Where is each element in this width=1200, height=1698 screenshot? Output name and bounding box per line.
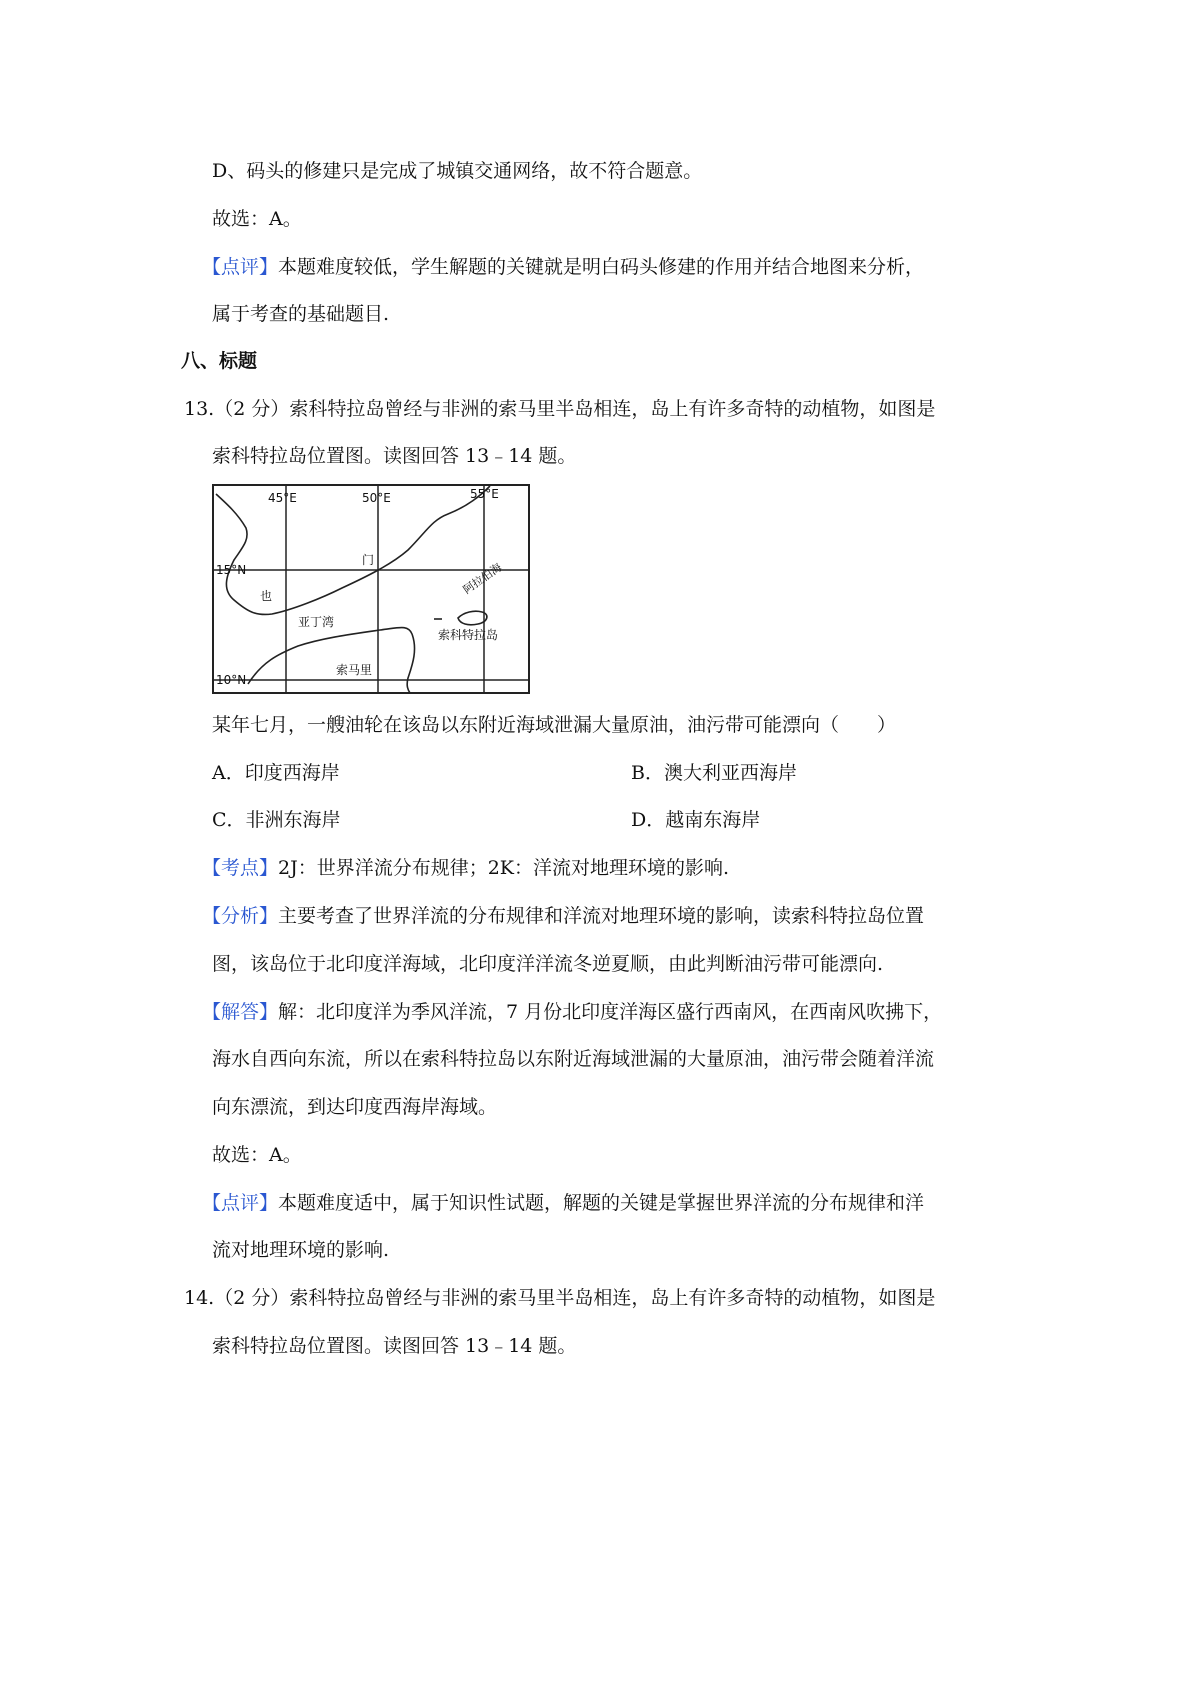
label-socotra: 索科特拉岛 bbox=[438, 628, 499, 642]
dianping-tag: 【点评】 bbox=[202, 1192, 279, 1214]
label-15n: 15°N bbox=[216, 563, 247, 577]
label-55e: 55°E bbox=[470, 487, 499, 501]
label-men: 门 bbox=[362, 553, 375, 567]
label-gulf-of-aden: 亚丁湾 bbox=[298, 615, 335, 629]
q13-stem-line-1: 13.（2 分）索科特拉岛曾经与非洲的索马里半岛相连，岛上有许多奇特的动植物，如图是 bbox=[184, 398, 936, 420]
q13-jieda-line-1 bbox=[202, 999, 942, 1025]
q14-stem-line-1: 14.（2 分）索科特拉岛曾经与非洲的索马里半岛相连，岛上有许多奇特的动植物，如图是 bbox=[184, 1287, 936, 1309]
jieda-tag: 【解答】 bbox=[202, 1001, 279, 1023]
q13-jieda-line-3: 向东漂流，到达印度西海岸海域。 bbox=[212, 1096, 498, 1118]
map-svg bbox=[212, 484, 530, 694]
comment-text: 本题难度较低，学生解题的关键就是明白码头修建的作用并结合地图来分析， bbox=[278, 256, 925, 278]
q13-option-a[interactable]: A．印度西海岸 bbox=[212, 762, 340, 784]
jieda-text-1: 解：北印度洋为季风洋流，7 月份北印度洋海区盛行西南风，在西南风吹拂下， bbox=[278, 1001, 943, 1023]
label-10n: 10°N bbox=[216, 673, 247, 687]
option-d-analysis: D、码头的修建只是完成了城镇交通网络，故不符合题意。 bbox=[212, 160, 703, 182]
fenxi-text-1: 主要考查了世界洋流的分布规律和洋流对地理环境的影响，读索科特拉岛位置 bbox=[278, 905, 925, 927]
q13-answer-choice: 故选：A。 bbox=[212, 1144, 302, 1166]
q13-option-c[interactable]: C．非洲东海岸 bbox=[212, 809, 341, 831]
comment-line bbox=[202, 254, 924, 280]
label-somalia: 索马里 bbox=[336, 663, 373, 677]
q13-fenxi-line-2: 图，该岛位于北印度洋海域，北印度洋洋流冬逆夏顺，由此判断油污带可能漂向. bbox=[212, 953, 884, 975]
kaodian-text: 2J：世界洋流分布规律；2K：洋流对地理环境的影响. bbox=[278, 857, 730, 879]
kaodian-tag: 【考点】 bbox=[202, 857, 279, 879]
label-ye: 也 bbox=[260, 589, 273, 603]
q13-stem-line-2: 索科特拉岛位置图。读图回答 13﹣14 题。 bbox=[212, 445, 577, 467]
fenxi-tag: 【分析】 bbox=[202, 905, 279, 927]
label-45e: 45°E bbox=[268, 491, 297, 505]
q13-question: 某年七月，一艘油轮在该岛以东附近海域泄漏大量原油，油污带可能漂向（ ） bbox=[212, 714, 897, 736]
section-title: 八、标题 bbox=[181, 350, 258, 372]
q13-kaodian bbox=[202, 855, 729, 881]
dianping-text-1: 本题难度适中，属于知识性试题，解题的关键是掌握世界洋流的分布规律和洋 bbox=[278, 1192, 925, 1214]
q13-option-b[interactable]: B．澳大利亚西海岸 bbox=[631, 762, 797, 784]
answer-choice: 故选：A。 bbox=[212, 208, 302, 230]
label-50e: 50°E bbox=[362, 491, 391, 505]
socotra-location-map bbox=[212, 484, 530, 694]
q13-fenxi-line-1 bbox=[202, 903, 924, 929]
q13-option-d[interactable]: D．越南东海岸 bbox=[631, 809, 761, 831]
label-arabian-sea: 阿拉伯海 bbox=[460, 560, 505, 597]
q13-dianping-line-2: 流对地理环境的影响. bbox=[212, 1239, 390, 1261]
comment-line-2: 属于考查的基础题目. bbox=[212, 303, 390, 325]
q13-dianping-line-1 bbox=[202, 1190, 924, 1216]
q14-stem-line-2: 索科特拉岛位置图。读图回答 13﹣14 题。 bbox=[212, 1335, 577, 1357]
comment-tag: 【点评】 bbox=[202, 256, 279, 278]
q13-jieda-line-2: 海水自西向东流，所以在索科特拉岛以东附近海域泄漏的大量原油，油污带会随着洋流 bbox=[212, 1048, 935, 1070]
